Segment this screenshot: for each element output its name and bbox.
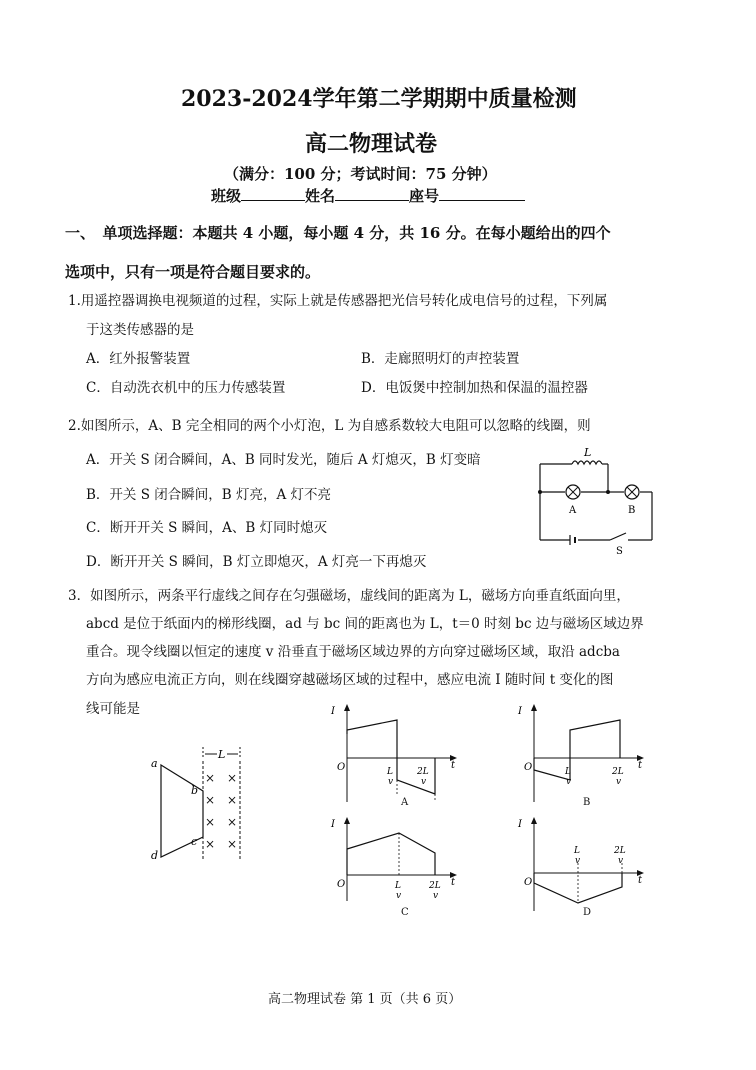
- field-cross: ×: [205, 793, 216, 807]
- q3-graph-b[interactable]: [512, 702, 652, 810]
- lamp-b-icon: [625, 485, 639, 499]
- field-cross: ×: [227, 793, 238, 807]
- axis-t-label: t: [451, 877, 456, 888]
- tick2-num: 2L: [429, 881, 441, 891]
- tick2-den: v: [616, 777, 622, 787]
- tick1-den: v: [388, 777, 394, 787]
- field-width-label: L: [218, 748, 226, 761]
- axis-t-label: t: [451, 760, 456, 771]
- seat-label: 座号: [409, 187, 440, 205]
- tick1-num: L: [574, 846, 580, 856]
- class-blank[interactable]: [241, 186, 305, 201]
- tick1-num: L: [395, 881, 401, 891]
- axis-i-label: I: [518, 819, 522, 830]
- section1-heading-line1: 一、 单项选择题：本题共 4 小题，每小题 4 分，共 16 分。在每小题给出的四个: [65, 224, 611, 242]
- name-blank[interactable]: [335, 186, 409, 201]
- tick2-num: 2L: [417, 767, 429, 777]
- q1-option-d[interactable]: D．电饭煲中控制加热和保温的温控器: [361, 380, 588, 396]
- q3-stem-line3: 重合。现令线圈以恒定的速度 v 沿垂直于磁场区域边界的方向穿过磁场区域，取沿 adcba: [86, 644, 620, 660]
- q3-graph-d[interactable]: [512, 815, 652, 915]
- field-cross: ×: [227, 815, 238, 829]
- tick1-den: v: [575, 856, 581, 866]
- graph-a-caption: A: [401, 797, 409, 808]
- origin-label: O: [337, 762, 346, 773]
- q3-graph-a[interactable]: [325, 702, 465, 810]
- q3-stem-line5: 线可能是: [86, 701, 140, 717]
- page-footer: 高二物理试卷 第 1 页（共 6 页）: [268, 992, 462, 1007]
- graph-c-caption: C: [401, 907, 409, 918]
- tick1-num: L: [387, 767, 393, 777]
- q3-coil-figure: [145, 745, 255, 870]
- exam-subtitle: 高二物理试卷: [305, 131, 438, 157]
- q3-stem-line1: 3．如图所示，两条平行虚线之间存在匀强磁场，虚线间的距离为 L，磁场方向垂直纸面向里，: [68, 588, 630, 604]
- student-info-line: [211, 185, 525, 206]
- q3-stem-line4: 方向为感应电流正方向，则在线圈穿越磁场区域的过程中，感应电流 I 随时间 t 变化的图: [86, 672, 614, 688]
- tick2-den: v: [618, 856, 624, 866]
- vertex-a-label: a: [151, 757, 158, 770]
- q1-option-c[interactable]: C．自动洗衣机中的压力传感装置: [86, 380, 286, 396]
- origin-label: O: [524, 762, 533, 773]
- field-cross: ×: [227, 771, 238, 785]
- name-label: 姓名: [305, 187, 336, 205]
- q3-stem-line2: abcd 是位于纸面内的梯形线圈，ad 与 bc 间的距离也为 L，t＝0 时刻 bc 边与磁场区域边界: [86, 616, 644, 632]
- tick2-den: v: [433, 891, 439, 901]
- tick1-den: v: [566, 777, 572, 787]
- tick2-num: 2L: [612, 767, 624, 777]
- section1-heading-line2: 选项中，只有一项是符合题目要求的。: [65, 263, 321, 281]
- tick1-den: v: [396, 891, 402, 901]
- inductor-label: L: [584, 446, 592, 459]
- q3-graph-c[interactable]: [325, 815, 465, 907]
- class-label: 班级: [211, 187, 242, 205]
- vertex-d-label: d: [151, 849, 159, 862]
- lamp-b-label: B: [628, 505, 636, 516]
- field-cross: ×: [205, 837, 216, 851]
- q2-option-b[interactable]: B．开关 S 闭合瞬间，B 灯亮，A 灯不亮: [86, 487, 332, 503]
- tick1-num: L: [565, 767, 571, 777]
- origin-label: O: [337, 879, 346, 890]
- axis-i-label: I: [518, 706, 522, 717]
- axis-i-label: I: [331, 819, 335, 830]
- q2-option-a[interactable]: A．开关 S 闭合瞬间，A、B 同时发光，随后 A 灯熄灭，B 灯变暗: [86, 452, 481, 468]
- q2-option-d[interactable]: D．断开开关 S 瞬间，B 灯立即熄灭，A 灯亮一下再熄灭: [86, 554, 427, 570]
- q1-option-a[interactable]: A．红外报警装置: [86, 351, 191, 367]
- q2-option-c[interactable]: C．断开开关 S 瞬间，A、B 灯同时熄灭: [86, 520, 328, 536]
- vertex-b-label: b: [191, 784, 199, 797]
- q1-stem-line1: 1.用遥控器调换电视频道的过程，实际上就是传感器把光信号转化成电信号的过程，下列属: [68, 293, 608, 309]
- field-cross: ×: [205, 815, 216, 829]
- q2-stem: 2.如图所示，A、B 完全相同的两个小灯泡，L 为自感系数较大电阻可以忽略的线圈，则: [68, 418, 591, 434]
- seat-blank[interactable]: [439, 186, 525, 201]
- axis-t-label: t: [638, 875, 643, 886]
- field-cross: ×: [205, 771, 216, 785]
- axis-t-label: t: [638, 760, 643, 771]
- field-cross: ×: [227, 837, 238, 851]
- origin-label: O: [524, 877, 533, 888]
- lamp-a-label: A: [569, 505, 577, 516]
- lamp-a-icon: [566, 485, 580, 499]
- graph-b-caption: B: [583, 797, 591, 808]
- exam-title: 2023-2024学年第二学期期中质量检测: [181, 86, 577, 112]
- tick2-num: 2L: [614, 846, 626, 856]
- q2-circuit-diagram: [530, 440, 660, 555]
- exam-info: （满分：100 分；考试时间：75 分钟）: [224, 165, 497, 183]
- graph-d-caption: D: [583, 907, 592, 918]
- vertex-c-label: c: [191, 835, 198, 848]
- switch-label: S: [616, 546, 623, 555]
- q1-option-b[interactable]: B．走廊照明灯的声控装置: [361, 351, 520, 367]
- q1-stem-line2: 于这类传感器的是: [86, 322, 194, 338]
- axis-i-label: I: [331, 706, 335, 717]
- tick2-den: v: [421, 777, 427, 787]
